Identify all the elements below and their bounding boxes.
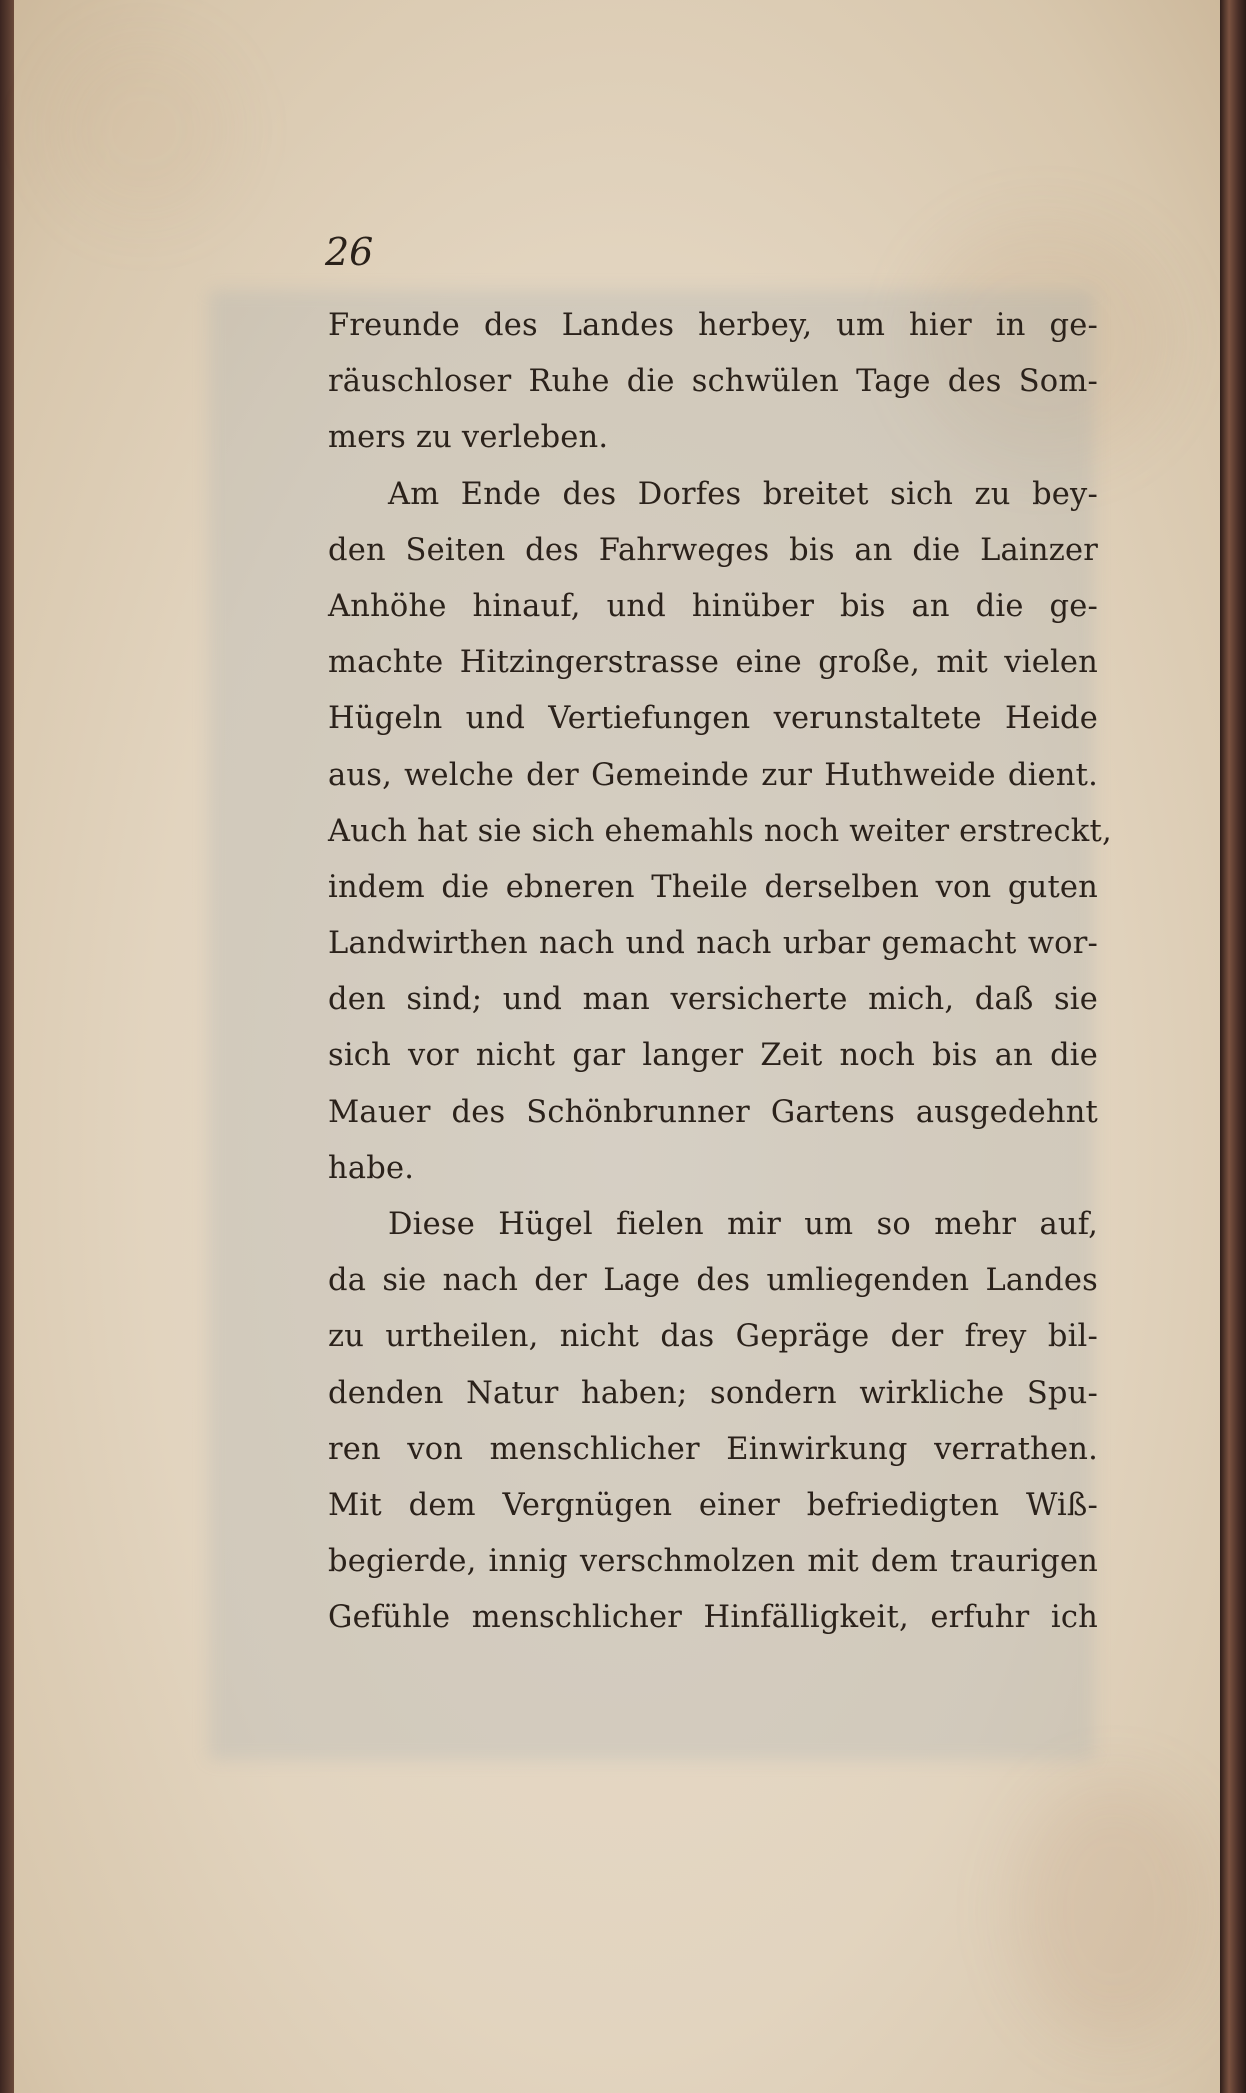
text-line: sich vor nicht gar langer Zeit noch bis an die <box>328 1038 1098 1074</box>
text-line: Am Ende des Dorfes breitet sich zu bey- <box>388 476 1098 512</box>
text-line: da sie nach der Lage des umliegenden Landes <box>328 1263 1098 1299</box>
book-binding-right <box>1220 0 1246 2093</box>
text-line: Diese Hügel fielen mir um so mehr auf, <box>388 1207 1098 1242</box>
page-number: 26 <box>325 230 374 274</box>
text-line: Landwirthen nach und nach urbar gemacht wor- <box>328 926 1098 962</box>
body-text <box>328 298 1112 1647</box>
text-line: Hügeln und Vertiefungen verunstaltete Heide <box>328 701 1098 737</box>
paper-stain <box>54 40 234 220</box>
text-line: machte Hitzingerstrasse eine große, mit vielen <box>328 645 1098 681</box>
text-line: indem die ebneren Theile derselben von guten <box>328 869 1098 905</box>
text-line: aus, welche der Gemeinde zur Huthweide dient. <box>328 757 1098 793</box>
text-line: Mauer des Schönbrunner Gartens ausgedehnt <box>328 1094 1098 1130</box>
book-binding-left <box>0 0 14 2093</box>
paper-stain <box>1014 1780 1214 2040</box>
text-line: Auch hat sie sich ehemahls noch weiter erstreckt, <box>328 813 1112 849</box>
text-line: Gefühle menschlicher Hinfälligkeit, erfuhr ich <box>328 1600 1098 1636</box>
text-line: den Seiten des Fahrweges bis an die Lainzer <box>328 532 1098 568</box>
text-line: ren von menschlicher Einwirkung verrathen. <box>328 1431 1098 1467</box>
text-line: mers zu verleben. <box>328 420 609 456</box>
text-line: Anhöhe hinauf, und hinüber bis an die ge- <box>328 588 1098 624</box>
text-line: Freunde des Landes herbey, um hier in ge- <box>328 308 1098 343</box>
text-line: zu urtheilen, nicht das Gepräge der frey bil- <box>328 1319 1098 1355</box>
text-line: räuschloser Ruhe die schwülen Tage des Som- <box>328 364 1098 400</box>
text-line: habe. <box>328 1150 415 1186</box>
text-line: denden Natur haben; sondern wirkliche Spu- <box>328 1375 1098 1411</box>
text-line: den sind; und man versicherte mich, daß sie <box>328 982 1098 1018</box>
text-line: begierde, innig verschmolzen mit dem traurigen <box>328 1544 1098 1580</box>
text-line: Mit dem Vergnügen einer befriedigten Wiß- <box>328 1487 1098 1523</box>
